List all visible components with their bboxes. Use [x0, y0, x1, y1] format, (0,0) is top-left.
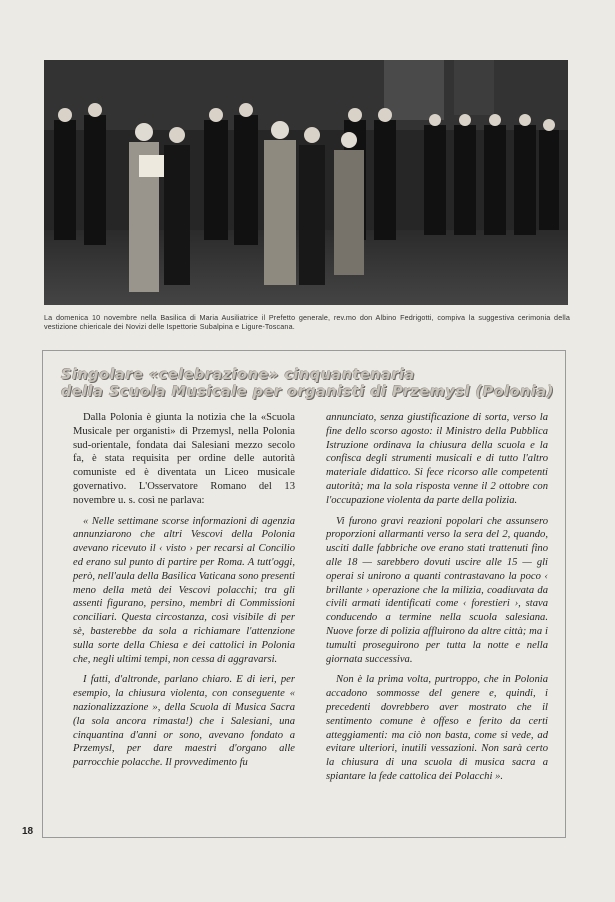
left-paragraph-3: I fatti, d'altronde, parlano chiaro. E di ieri, per esempio, la chiusura violenta, con conseguente « nazionalizzazione », della Scuola di Musica Sacra (la sola ancora rimasta!) che i Salesiani, una cinquantina d'anni or sono, avevano fondato a Przemysl, per dare maestri d'organo alle parrocchie polacche. Il provvedimento fu	[73, 674, 295, 769]
photo-caption: La domenica 10 novembre nella Basilica di Maria Ausiliatrice il Prefetto generale, rev.mo don Albino Fedrigotti, compiva la suggestiva cerimonia della vestizione chiericale dei Novizi delle Ispettorie Subalpina e Ligure-Toscana.	[44, 313, 570, 331]
page-number: 18	[22, 826, 34, 837]
right-paragraph-2: Vi furono gravi reazioni popolari che assunsero proporzioni allarmanti verso la sera del 2, quando, usciti dalle fabbriche ove erano stati trattenuti fino alle 18 — sarebbero dovuti uscire alle 15 — gli operai si unirono a quanti contrastavano la poco ‹ brillante › operazione che la milizia, coadiuvata da civili armati identificati come ‹ forestieri ›, stava conducendo a termine nella scuola salesiana. Nuove forze di polizia affluirono da altre città; ma i tumulti proseguirono per tutta la notte e nella giornata successiva.	[326, 515, 548, 665]
article-title-line1: Singolare «celebrazione» cinquantenaria	[61, 367, 415, 383]
right-paragraph-3: Non è la prima volta, purtroppo, che in Polonia accadono sommosse del genere e, quindi, i precedenti dovrebbero aver mostrato che il sentimento comune è offeso e ferito da certi atteggiamenti: ma ciò non basta, come si vede, ad evitare ulteriori, inutili vessazioni. Non sarà certo la chiusura di una scuola di musica sacra a spiantare la fede cattolica dei Polacchi ».	[326, 674, 548, 782]
right-column	[326, 411, 548, 784]
right-paragraph-1: annunciato, senza giustificazione di sorta, verso la fine dello scorso agosto: il Ministro della Pubblica Istruzione ordinava la chiusura della scuola e la confisca degli strumenti musicali e di tutto l'altro materiale didattico. Si fece ricorso alle competenti autorità; ma la sola risposta venne il 2 ottobre con l'occupazione violenta da parte della polizia.	[326, 412, 548, 506]
article-title	[61, 367, 561, 401]
ceremony-photo	[44, 60, 568, 305]
left-paragraph-2: « Nelle settimane scorse informazioni di agenzia annunziarono che altri Vescovi della Polonia avevano ricevuto il ‹ visto › per recarsi al Concilio ed erano sul punto di partire per Roma. A tutt'oggi, però, nell'aula della Basilica Vaticana sono presenti meno della metà dei Vescovi polacchi; tra gli assenti figurano, persino, membri di Commissioni conciliari. Questa circostanza, così visibile di per sè, basterebbe da sola a richiamare l'attenzione sulla sorte della Chiesa e dei cattolici in Polonia che, negli ultimi tempi, non cessa di aggravarsi.	[73, 515, 295, 665]
photo-illustration	[44, 60, 568, 305]
left-paragraph-1: Dalla Polonia è giunta la notizia che la «Scuola Musicale per organisti» di Przemysl, nella Polonia sud-orientale, fondata dai Salesiani mezzo secolo fa, è stata requisita per ordine delle autorità comuniste ed è diventata un Liceo musicale governativo. L'Osservatore Romano del 13 novembre u. s. così ne parlava:	[73, 412, 295, 506]
left-column	[73, 411, 295, 770]
article-box	[42, 350, 566, 838]
article-title-line2: della Scuola Musicale per organisti di Przemysl (Polonia)	[61, 384, 554, 400]
